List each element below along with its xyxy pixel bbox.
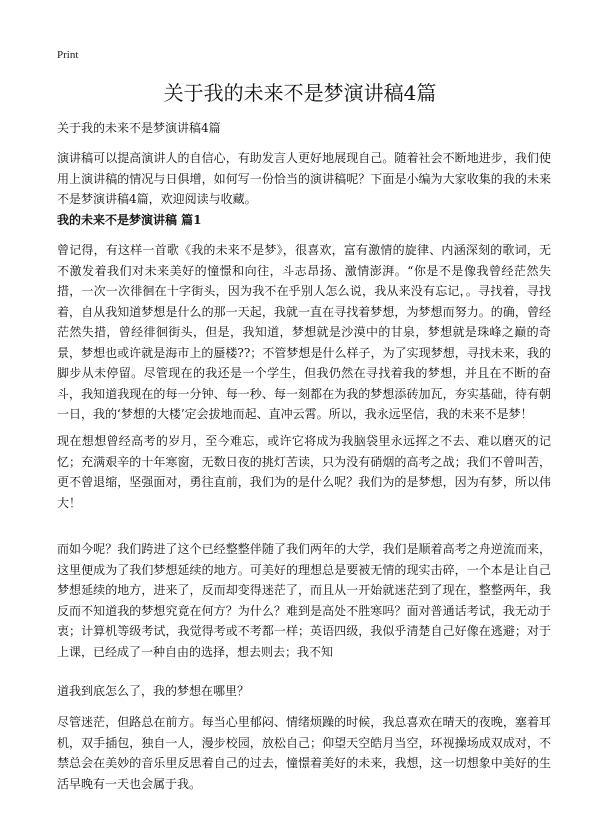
body-paragraph: 曾记得，有这样一首歌《我的未来不是梦》，很喜欢，富有激情的旋律、内涵深刻的歌词，无不激发着我们对未来美好的憧憬和向往，斗志昂扬、激情澎湃。“你是不是像我曾经茫然失措，一次一次徘徊在十字街头，因为我不在乎别人怎么说，我从来没有忘记，。寻找着，寻找着，自从我知道梦想是什么的那一天起，我就一直在寻找着梦想，为梦想而努力。的确，曾经茫然失措，曾经徘徊街头，但是，我知道，梦想就是沙漠中的甘泉，梦想就是珠峰之巅的奇景，梦想也或许就是海市上的蜃楼??；不管梦想是什么样子，为了实现梦想，寻找未来，我的脚步从未停留。尽管现在的我还是一个学生，但我仍然在寻找着我的梦想，并且在不断的奋斗，我知道我现在的每一分钟、每一秒、每一刻都在为我的梦想添砖加瓦，夯实基础，待有朝一日，我的‘梦想的大楼’定会拔地而起、直冲云霄。所以，我永远坚信，我的未来不是梦！ — [57, 243, 551, 421]
body-paragraph: 尽管迷茫，但路总在前方。每当心里郁闷、情绪烦躁的时候，我总喜欢在晴天的夜晚，塞着耳机，双手插包，独自一人，漫步校园，放松自己；仰望天空皓月当空，环视操场成双成对，不禁总会在美妙的音乐里反思着自己的过去，憧憬着美好的未来，我想，这一切想象中美好的生活早晚有一天也会属于我。 — [57, 715, 551, 791]
section-heading: 我的未来不是梦演讲稿 篇1 — [57, 213, 202, 227]
page-title: 关于我的未来不是梦演讲稿4篇 — [163, 81, 437, 105]
body-paragraph: 而如今呢？我们跨进了这个已经整整伴随了我们两年的大学，我们是顺着高考之舟逆流而来，这里便成为了我们梦想延续的地方。可美好的理想总是要被无情的现实击碎，一个本是让自己梦想延续的地方，进来了，反而却变得迷茫了，而且从一开始就迷茫到了现在，整整两年，我反而不知道我的梦想究竟在何方？为什么？难到是高处不胜寒吗？面对普通话考试，我无动于衷；计算机等级考试，我觉得考或不考都一样；英语四级，我似乎清楚自己好像在逃避；对于上课，已经成了一种自由的选择，想去则去；我不知 — [57, 542, 551, 659]
print-link[interactable]: Print — [57, 49, 79, 61]
body-paragraph: 道我到底怎么了，我的梦想在哪里？ — [57, 684, 250, 698]
body-paragraph: 现在想想曾经高考的岁月，至今难忘，或许它将成为我脑袋里永远挥之不去、难以磨灭的记忆；充满艰辛的十年寒窗，无数日夜的挑灯苦读，只为没有硝烟的高考之战；我们不曾叫苦，更不曾退缩，坚强面对，勇往直前，我们为的是什么呢？我们为的是梦想，因为有梦，所以伟大！ — [57, 434, 551, 510]
document-subtitle: 关于我的未来不是梦演讲稿4篇 — [57, 121, 221, 135]
intro-paragraph: 演讲稿可以提高演讲人的自信心，有助发言人更好地展现自己。随着社会不断地进步，我们使用上演讲稿的情况与日俱增，如何写一份恰当的演讲稿呢？下面是小编为大家收集的我的未来不是梦演讲稿4篇，欢迎阅读与收藏。 — [57, 151, 551, 206]
